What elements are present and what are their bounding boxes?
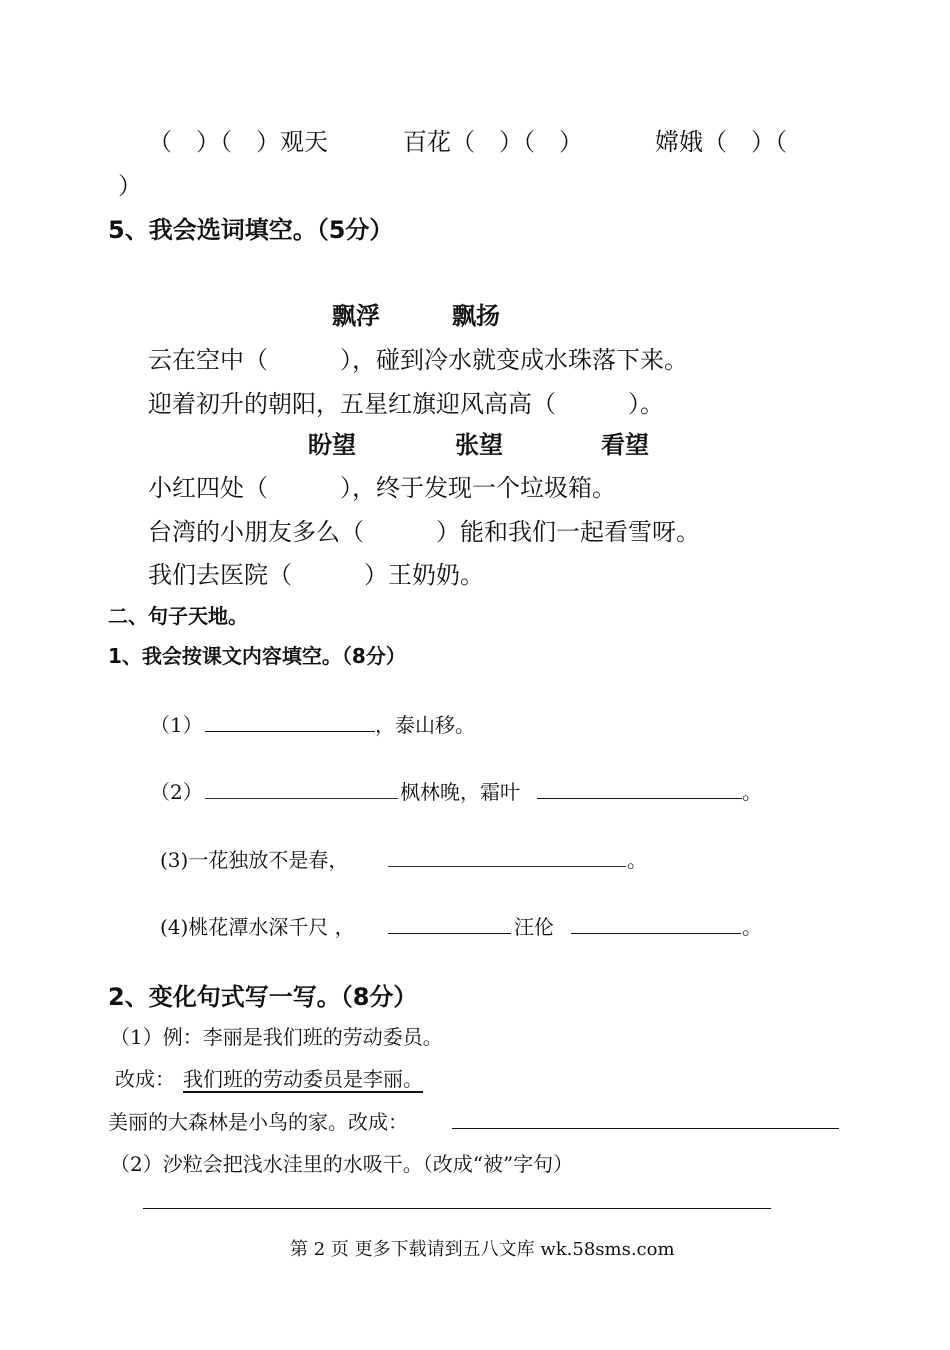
fill-line-1-text: ，泰山移。: [375, 713, 475, 737]
sentence-5: 我们去医院（ ）王奶奶。: [148, 561, 484, 589]
change-label: 改成：: [115, 1067, 175, 1091]
idiom-line-part-1: （ ）（ ）观天: [148, 128, 328, 156]
answer-blank[interactable]: [143, 1208, 771, 1209]
fill-line-4-end: 。: [742, 915, 762, 939]
idiom-line-part-4: ）: [118, 172, 142, 200]
sentence-3: 小红四处（ ），终于发现一个垃圾箱。: [148, 474, 616, 502]
sentence-1: 云在空中（ ），碰到冷水就变成水珠落下来。: [148, 346, 688, 374]
answer-blank[interactable]: [388, 933, 511, 934]
fill-line-3-end: 。: [627, 848, 647, 872]
fill-line-2-number: （2）: [150, 780, 203, 804]
fill-line-2-end: 。: [742, 780, 762, 804]
fill-line-4-mid: 汪伦: [514, 915, 554, 939]
answer-blank[interactable]: [537, 798, 742, 799]
fill-line-1-number: （1）: [150, 713, 203, 737]
sentence-4: 台湾的小朋友多么（ ）能和我们一起看雪呀。: [148, 518, 700, 546]
answer-blank[interactable]: [571, 933, 741, 934]
fill-line-3-text: (3)一花独放不是春，: [160, 848, 349, 872]
example-answer: 我们班的劳动委员是李丽。: [183, 1067, 423, 1091]
task-1-prompt: 美丽的大森林是小鸟的家。改成：: [108, 1110, 408, 1134]
answer-blank[interactable]: [205, 731, 375, 732]
page-footer: 第 2 页 更多下载请到五八文库 wk.58sms.com: [290, 1239, 675, 1260]
part2-heading: 二、句子天地。: [108, 604, 248, 628]
word-option: 飘扬: [452, 302, 500, 330]
idiom-line-part-3: 嫦娥（ ）（: [655, 128, 787, 156]
section5-heading: 5、我会选词填空。（5分）: [108, 216, 394, 244]
task-2-prompt: （2）沙粒会把浅水洼里的水吸干。（改成“被”字句）: [110, 1152, 574, 1176]
q2-heading: 2、变化句式写一写。（8分）: [108, 983, 418, 1011]
idiom-line-part-2: 百花（ ）（ ）: [403, 128, 583, 156]
word-option: 飘浮: [332, 302, 380, 330]
answer-blank[interactable]: [205, 798, 398, 799]
q1-heading: 1、我会按课文内容填空。（8分）: [108, 644, 406, 668]
fill-line-2-text: 枫林晚，霜叶: [400, 780, 520, 804]
word-option: 盼望: [308, 431, 356, 459]
word-option: 张望: [455, 431, 503, 459]
sentence-2: 迎着初升的朝阳，五星红旗迎风高高（ ）。: [148, 390, 664, 418]
example-sentence: （1）例：李丽是我们班的劳动委员。: [110, 1025, 443, 1049]
answer-blank[interactable]: [452, 1128, 839, 1129]
word-option: 看望: [601, 431, 649, 459]
fill-line-4-text: (4)桃花潭水深千尺 ，: [160, 915, 355, 939]
answer-blank[interactable]: [388, 866, 626, 867]
